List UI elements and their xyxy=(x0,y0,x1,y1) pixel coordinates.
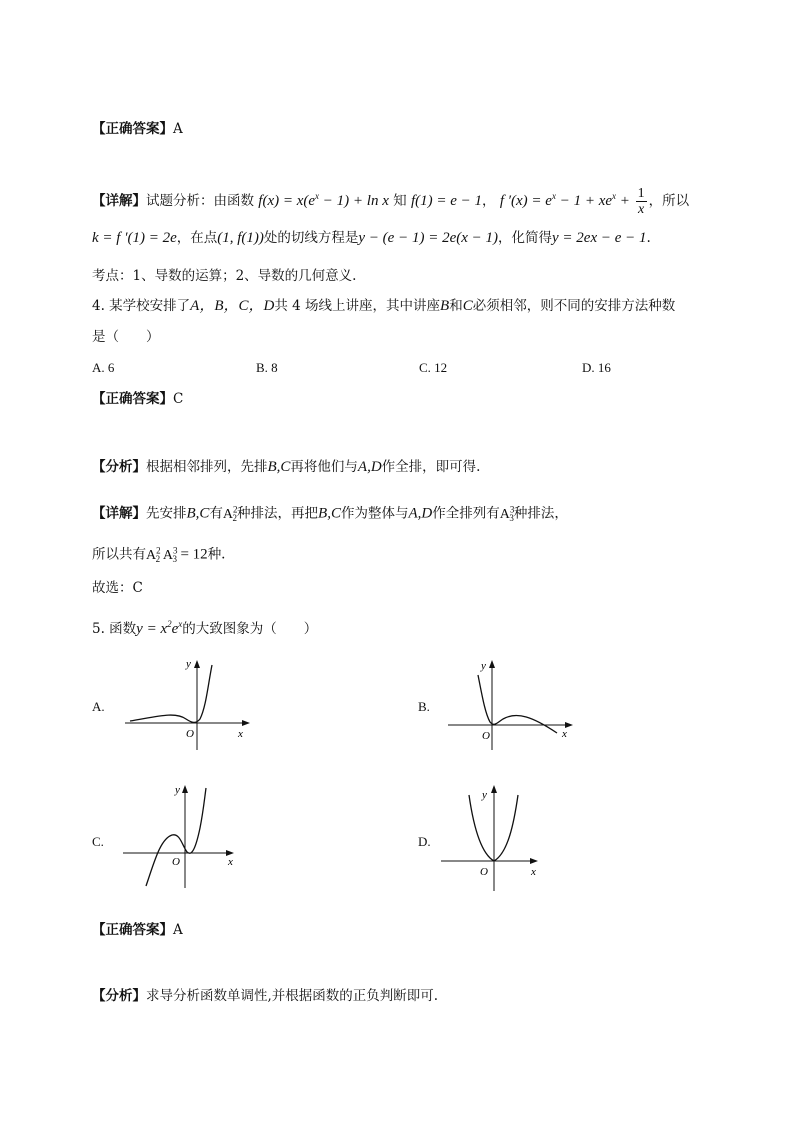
q5-option-d-label: D. xyxy=(418,834,431,849)
detail-intro: 试题分析：由函数 xyxy=(146,193,254,209)
graph-d xyxy=(438,783,578,893)
detail-3: 种排法，再把 xyxy=(237,505,319,522)
q4-option-b: B. 8 xyxy=(256,360,278,375)
a22-notation: $A^2_2$ xyxy=(222,504,238,524)
y-arrow-icon xyxy=(194,660,200,668)
q3-detail-line2 xyxy=(92,228,651,248)
analysis-label: 【分析】 xyxy=(92,459,146,475)
answer-value: C xyxy=(173,391,184,407)
bc-letters: B,C xyxy=(318,505,341,522)
fprime-expression: f $'(x) = e^x - 1 + xe^x$ + xyxy=(499,191,634,209)
tangent-equation: y − (e − 1) = 2e(x − 1) xyxy=(358,230,499,246)
q4-letter-c: C xyxy=(462,298,473,314)
q4-letter-b: B xyxy=(440,298,450,314)
graph-a xyxy=(120,655,260,755)
q4-stem-line1 xyxy=(92,296,675,316)
plus: + xyxy=(616,193,634,209)
answer-label: 【正确答案】 xyxy=(92,391,173,407)
frac-numerator: 1 xyxy=(637,186,645,201)
answer-value: A xyxy=(173,121,183,137)
analysis-1: 根据相邻排列，先排 xyxy=(146,459,268,475)
fraction xyxy=(636,186,647,217)
fprime-part: f ′(x) = e xyxy=(499,193,552,209)
result-equation: y = 2ex − e − 1 xyxy=(552,230,647,246)
y-label: y xyxy=(175,784,180,796)
q5-option-c-label: C. xyxy=(92,834,104,849)
curve xyxy=(130,665,212,722)
q5-stem-pre: 5. 函数 xyxy=(92,621,137,637)
q5-analysis xyxy=(92,986,438,1006)
analysis-text: 求导分析函数单调性,并根据函数的正负判断即可. xyxy=(146,988,439,1004)
q3-detail-line1 xyxy=(92,186,689,217)
q5-option-b-label: B. xyxy=(418,699,430,714)
detail-4: 作为整体与 xyxy=(340,505,409,522)
f1-expression: f(1) = e − 1 xyxy=(410,193,483,209)
detail-1: 先安排 xyxy=(146,505,187,522)
origin-label: O xyxy=(482,730,490,742)
origin-label: O xyxy=(172,856,180,868)
period: . xyxy=(646,230,651,246)
q4-option-c: C. 12 xyxy=(419,360,448,375)
q4-option-d: D. 16 xyxy=(582,360,611,375)
q4-detail xyxy=(92,499,568,528)
bc-letters: B,C xyxy=(267,459,291,475)
y-label: y xyxy=(482,789,487,801)
func-part: f(x) = x(e xyxy=(258,193,316,209)
total-pre: 所以共有 xyxy=(92,546,146,563)
q3-kaodian: 考点：1、导数的运算；2、导数的几何意义. xyxy=(92,268,357,284)
detail-label: 【详解】 xyxy=(92,505,146,522)
q5-answer-line xyxy=(92,920,183,940)
tangent-text: 处的切线方程是 xyxy=(263,230,359,246)
product-notation: $A^2_2$ $A^3_3$ xyxy=(146,545,178,565)
detail-2: 有 xyxy=(209,505,223,522)
at-point-text: ，在点 xyxy=(176,230,218,246)
origin-label: O xyxy=(480,866,488,878)
answer-label: 【正确答案】 xyxy=(92,121,173,137)
q4-stem-post: 必须相邻，则不同的安排方法种数 xyxy=(472,298,676,314)
analysis-2: 再将他们与 xyxy=(290,459,358,475)
answer-value: A xyxy=(173,922,183,938)
curve xyxy=(146,788,206,886)
q4-total xyxy=(92,540,225,569)
x-arrow-icon xyxy=(242,720,250,726)
q5-function: $y = x^2e^x$ xyxy=(136,619,183,637)
detail-label: 【详解】 xyxy=(92,193,146,209)
point-expression: (1, f(1)) xyxy=(217,230,264,246)
q4-answer-line xyxy=(92,389,183,409)
fprime-mid: − 1 + xe xyxy=(555,193,613,209)
answer-label: 【正确答案】 xyxy=(92,922,173,938)
q5-stem-post: 的大致图象为（ ） xyxy=(182,621,318,637)
ad-letters: A,D xyxy=(408,505,433,522)
comma: ， xyxy=(482,193,496,209)
q4-stem-pre: 4. 某学校安排了 xyxy=(92,298,191,314)
detail-6: 种排法， xyxy=(513,505,568,522)
a33-notation: $A^3_3$ xyxy=(499,504,515,524)
graph-b xyxy=(445,655,585,755)
y-label: y xyxy=(481,660,486,672)
q4-he: 和 xyxy=(449,298,463,314)
bc-letters: B,C xyxy=(186,505,210,522)
function-expression: $f(x) = x(e^x - 1) + \ln x$ xyxy=(258,191,389,209)
total-post: 种. xyxy=(207,546,226,563)
k-expression: k = f ′(1) = 2e xyxy=(92,230,177,246)
y-arrow-icon xyxy=(491,785,497,793)
y-arrow-icon xyxy=(489,660,495,668)
q3-answer-line xyxy=(92,119,183,139)
curve xyxy=(478,675,557,733)
q5-option-a-label: A. xyxy=(92,699,105,714)
q4-analysis xyxy=(92,457,480,477)
suoyi-text: ，所以 xyxy=(648,193,690,209)
y-label: y xyxy=(186,658,191,670)
q4-stem-mid: 共 4 场线上讲座，其中讲座 xyxy=(274,298,441,314)
analysis-3: 作全排，即可得. xyxy=(381,459,481,475)
x-label: x xyxy=(531,866,536,878)
x-label: x xyxy=(562,728,567,740)
analysis-label: 【分析】 xyxy=(92,988,146,1004)
x-arrow-icon xyxy=(530,858,538,864)
ad-letters: A,D xyxy=(357,459,382,475)
q4-stem-line2: 是（ ） xyxy=(92,329,160,345)
graph-c xyxy=(120,783,260,893)
q5-func-base: y = x xyxy=(136,621,168,637)
y-arrow-icon xyxy=(182,785,188,793)
total-eq: = 12 xyxy=(180,546,208,563)
func-tail: − 1) + ln x xyxy=(319,193,389,209)
simplify-text: ，化简得 xyxy=(498,230,553,246)
frac-denominator: x xyxy=(638,202,645,217)
x-label: x xyxy=(238,728,243,740)
x-label: x xyxy=(228,856,233,868)
q5-stem xyxy=(92,614,317,639)
q4-choose: 故选：C xyxy=(92,580,143,596)
q4-option-a: A. 6 xyxy=(92,360,115,375)
origin-label: O xyxy=(186,728,194,740)
detail-5: 作全排列有 xyxy=(432,505,500,522)
q4-letters: A，B，C，D xyxy=(190,298,275,314)
knowing-text: 知 xyxy=(393,193,407,209)
